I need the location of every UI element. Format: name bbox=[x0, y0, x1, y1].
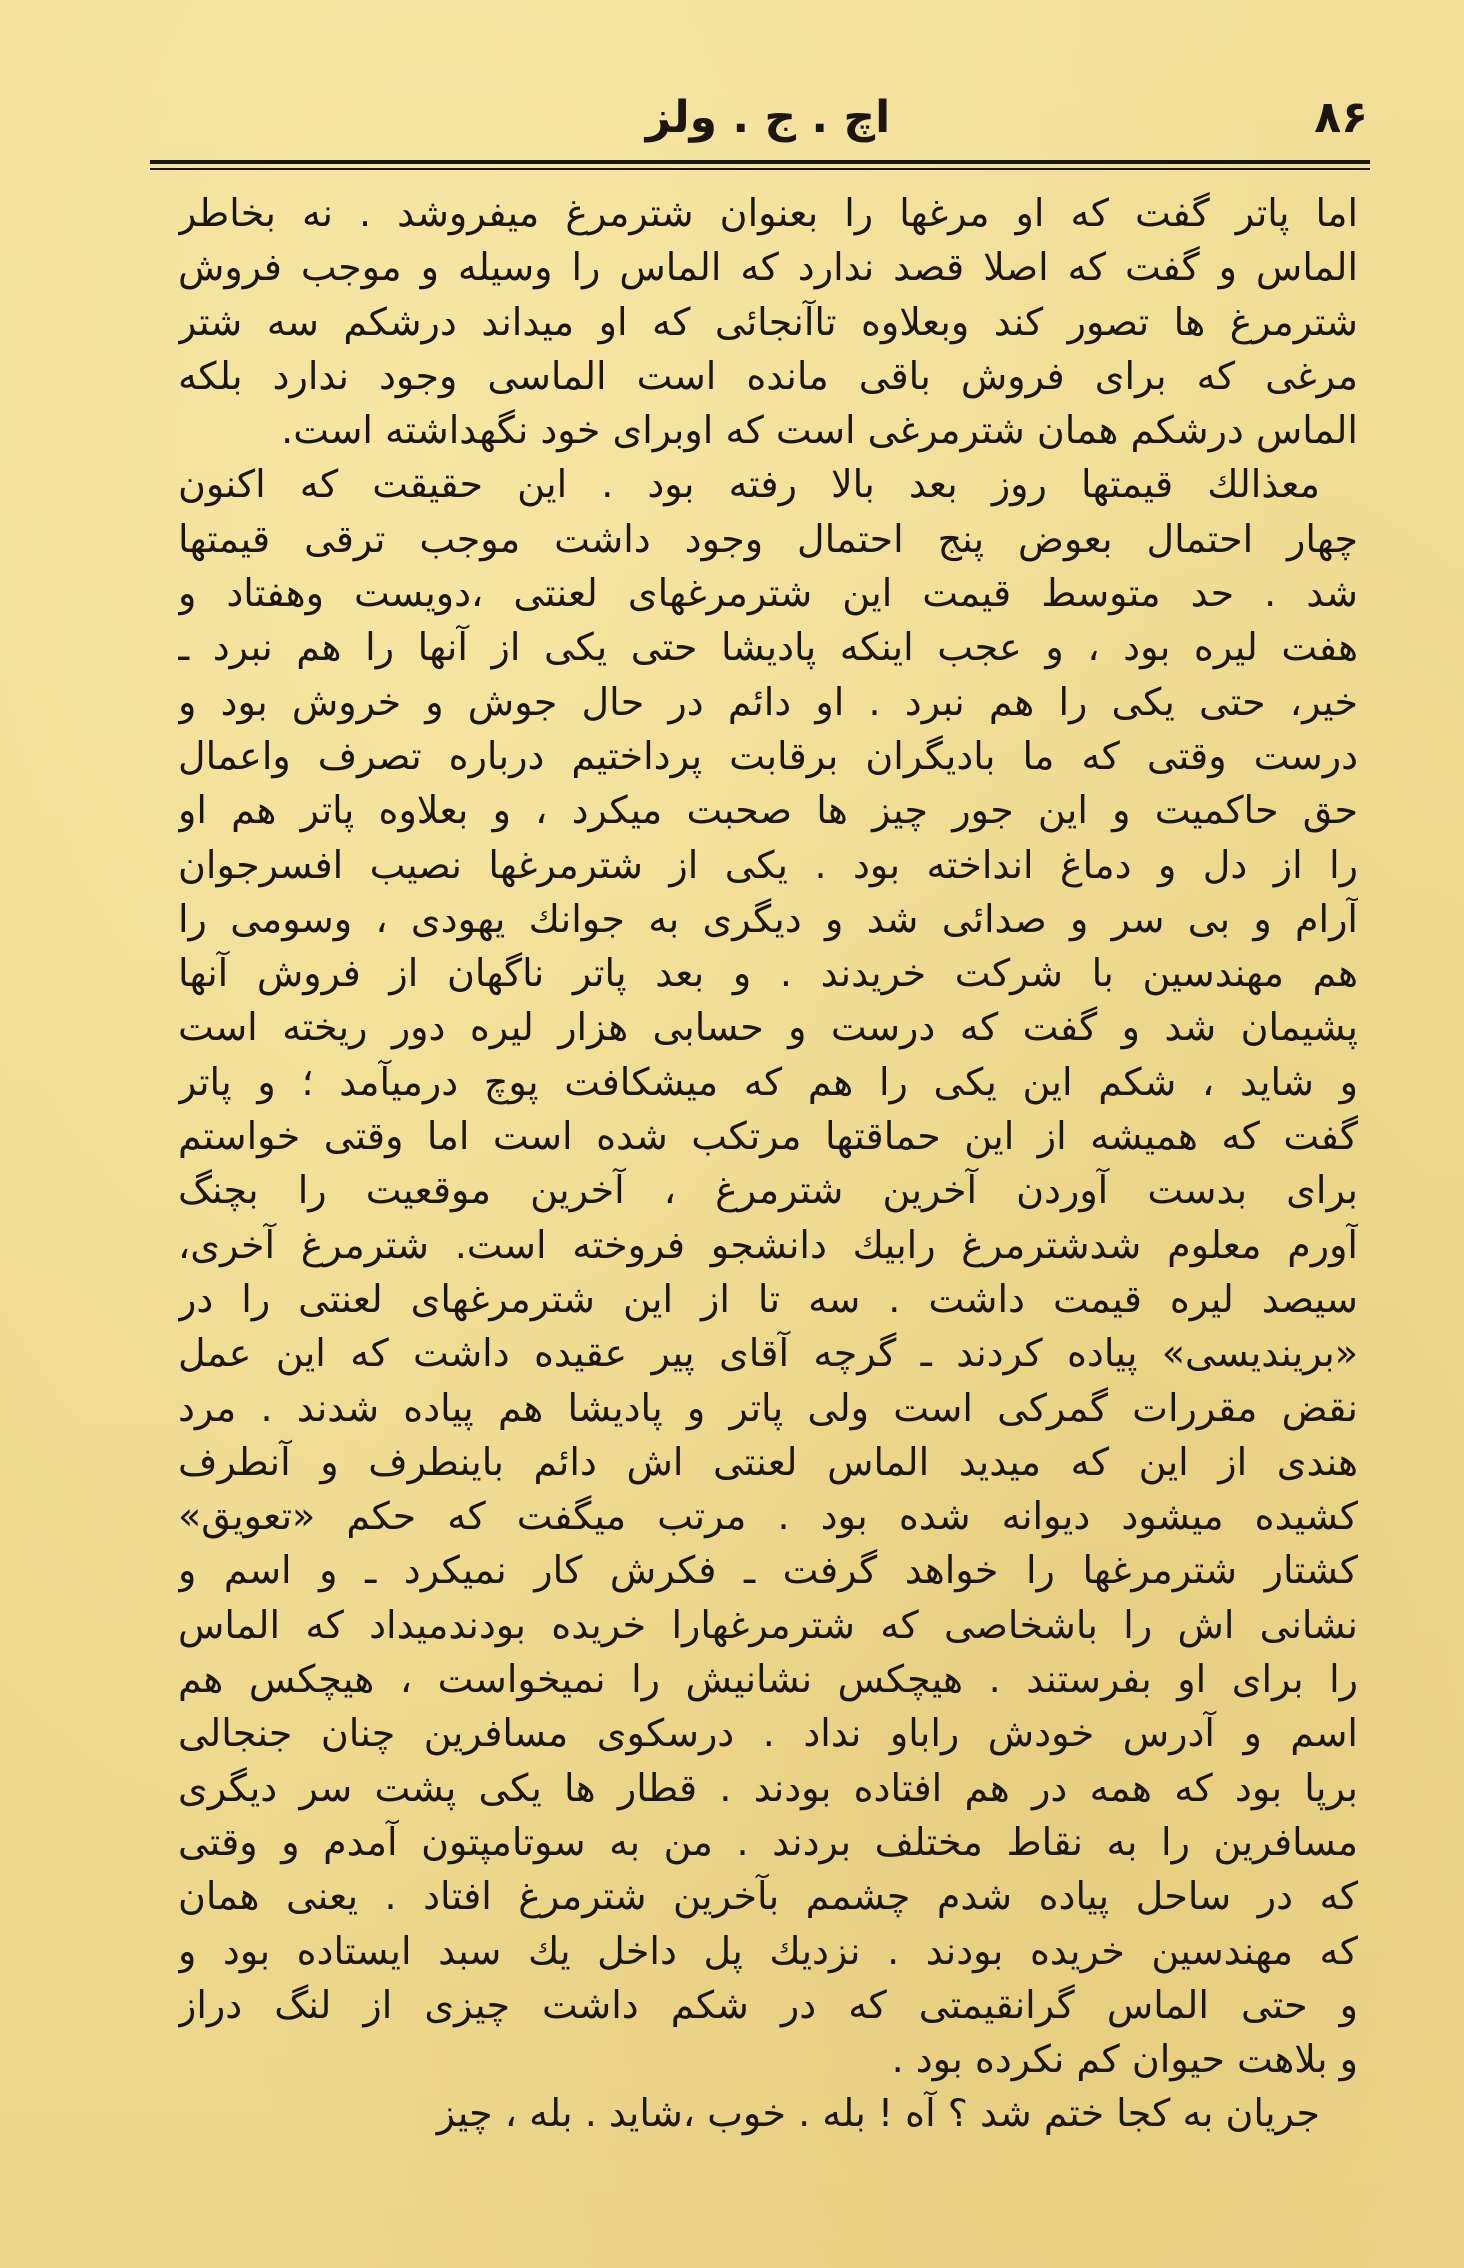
text-line: مرغی که برای فروش باقی مانده است الماسی وجود ندارد بلکه bbox=[178, 353, 1358, 398]
text-line: نشانی اش را باشخاصی که شترمرغهارا خریده بودندمیداد که الماس bbox=[178, 1602, 1358, 1647]
text-line: اسم و آدرس خودش راباو نداد . درسکوی مسافرین چنان جنجالی bbox=[178, 1711, 1358, 1756]
text-line: برای بدست آوردن آخرین شترمرغ ، آخرین موقعیت را بچنگ bbox=[178, 1168, 1358, 1213]
text-line: سیصد لیره قیمت داشت . سه تا از این شترمرغهای لعنتی را در bbox=[178, 1276, 1358, 1321]
text-line: شترمرغ ها تصور کند وبعلاوه تاآنجائی که او میداند درشکم سه شتر bbox=[178, 299, 1358, 344]
header-rule-thin bbox=[150, 168, 1370, 170]
text-line: جریان به کجا ختم شد ؟ آه ! بله . خوب ،شاید . بله ، چیز bbox=[436, 2091, 1320, 2136]
text-line: آورم معلوم شدشترمرغ رابیك دانشجو فروخته است. شترمرغ آخری، bbox=[178, 1222, 1358, 1267]
text-line: الماس درشکم همان شترمرغی است که اوبرای خود نگهداشته است. bbox=[281, 408, 1358, 453]
text-line: «بریندیسی» پیاده کردند ـ گرچه آقای پیر عقیده داشت که این عمل bbox=[178, 1331, 1358, 1376]
text-line: و شاید ، شکم این یکی را هم که میشکافت پوچ درمیآمد ؛ و پاتر bbox=[178, 1059, 1358, 1104]
text-line: درست وقتی که ما بادیگران برقابت پرداختیم درباره تصرف واعمال bbox=[178, 733, 1358, 778]
text-line: هم مهندسین با شرکت خریدند . و بعد پاتر ناگهان از فروش آنها bbox=[178, 951, 1358, 996]
text-line: را از دل و دماغ انداخته بود . یکی از شترمرغها نصیب افسرجوان bbox=[178, 842, 1358, 887]
text-line: را برای او بفرستند . هیچکس نشانیش را نمیخواست ، هیچکس هم bbox=[178, 1657, 1358, 1702]
text-line: و بلاهت حیوان کم نکرده بود . bbox=[891, 2037, 1358, 2082]
page-number: ۸۶ bbox=[1314, 92, 1368, 143]
text-line: کشیده میشود دیوانه شده بود . مرتب میگفت که حکم «تعویق» bbox=[178, 1494, 1358, 1539]
text-line: الماس و گفت که اصلا قصد ندارد که الماس را وسیله و موجب فروش bbox=[178, 245, 1358, 290]
text-line: خیر، حتی یکی را هم نبرد . او دائم در حال جوش و خروش بود و bbox=[178, 679, 1358, 724]
text-line: چهار احتمال بعوض پنج احتمال وجود داشت موجب ترقی قیمتها bbox=[178, 516, 1358, 561]
text-line: پشیمان شد و گفت که درست و حسابی هزار لیره دور ریخته است bbox=[178, 1005, 1358, 1050]
text-line: کشتار شترمرغها را خواهد گرفت ـ فکرش کار نمیکرد ـ و اسم و bbox=[178, 1548, 1358, 1593]
text-line: هفت لیره بود ، و عجب اینکه پادیشا حتی یکی از آنها را هم نبرد ـ bbox=[178, 625, 1358, 670]
header-rule bbox=[150, 160, 1370, 164]
text-line: شد . حد متوسط قیمت این شترمرغهای لعنتی ،دویست وهفتاد و bbox=[178, 571, 1358, 616]
text-line: نقض مقررات گمرکی است ولی پاتر و پادیشا هم پیاده شدند . مرد bbox=[178, 1385, 1358, 1430]
text-line: برپا بود که همه در هم افتاده بودند . قطار ها یکی پشت سر دیگری bbox=[178, 1765, 1358, 1810]
text-line: و حتی الماس گرانقیمتی که در شکم داشت چیزی از لنگ دراز bbox=[178, 1982, 1358, 2027]
text-line: مسافرین را به نقاط مختلف بردند . من به سوتامپتون آمدم و وقتی bbox=[178, 1819, 1358, 1864]
text-line: آرام و بی سر و صدائی شد و دیگری به جوانك یهودی ، وسومی را bbox=[178, 896, 1358, 941]
page-header bbox=[168, 88, 1368, 158]
text-line: گفت که همیشه از این حماقتها مرتکب شده است اما وقتی خواستم bbox=[178, 1114, 1358, 1159]
text-line: هندی از این که میدید الماس لعنتی اش دائم باینطرف و آنطرف bbox=[178, 1439, 1358, 1484]
running-title: اچ . ج . ولز bbox=[645, 92, 891, 143]
text-line: حق حاکمیت و این جور چیز ها صحبت میکرد ، و بعلاوه پاتر هم او bbox=[178, 788, 1358, 833]
body-text bbox=[178, 186, 1358, 2141]
text-line: اما پاتر گفت که او مرغها را بعنوان شترمرغ میفروشد . نه بخاطر bbox=[178, 191, 1358, 235]
text-line: که مهندسین خریده بودند . نزدیك پل داخل یك سبد ایستاده بود و bbox=[178, 1928, 1358, 1973]
text-line: که در ساحل پیاده شدم چشمم بآخرین شترمرغ افتاد . یعنی همان bbox=[178, 1874, 1358, 1919]
text-line: معذالك قیمتها روز بعد بالا رفته بود . این حقیقت که اکنون bbox=[178, 462, 1320, 507]
